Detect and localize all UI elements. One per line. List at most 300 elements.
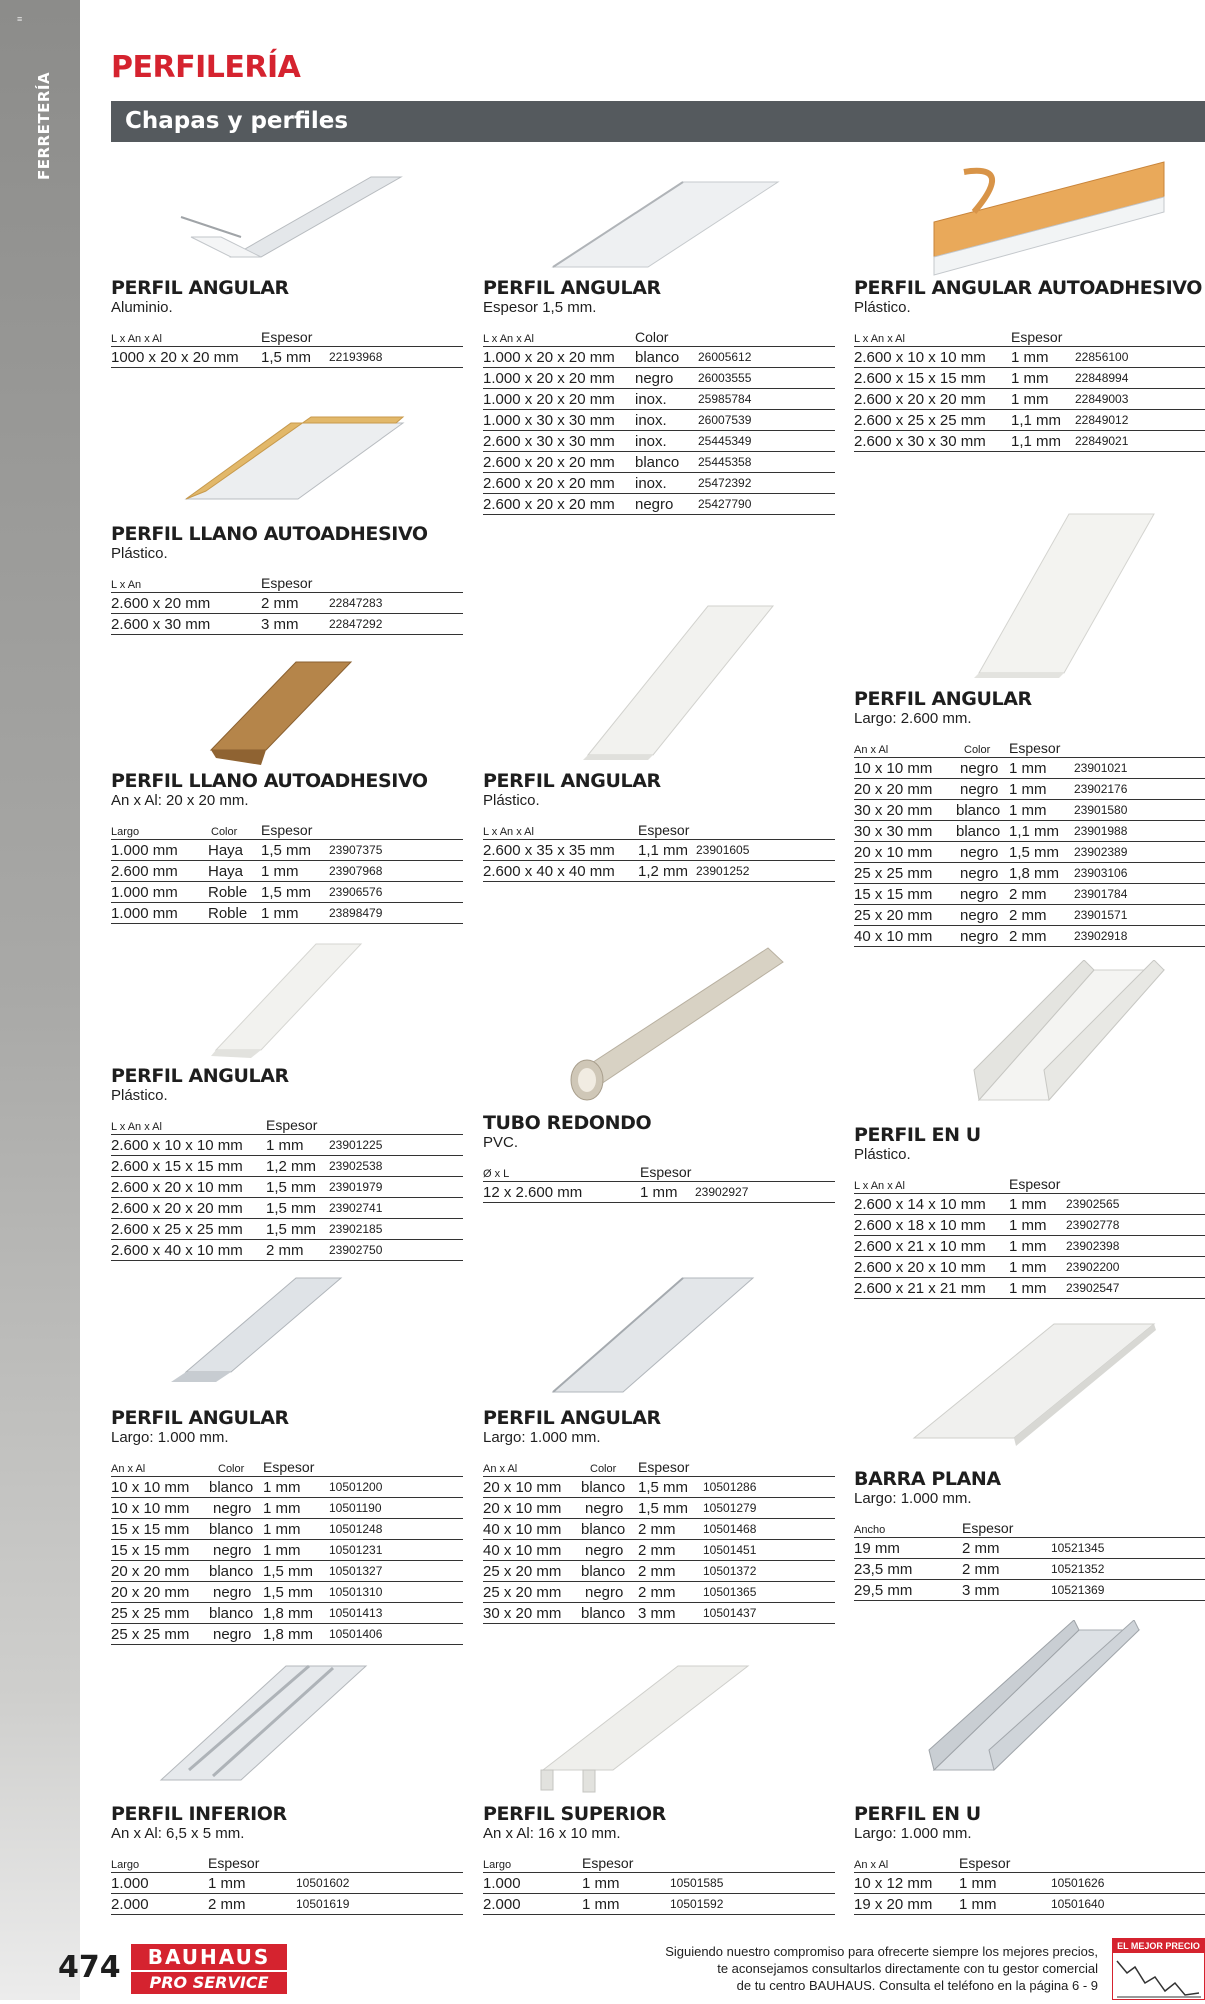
table-row [854,842,1205,863]
dims-cell: 1.000 x 20 x 20 mm [483,370,615,387]
ref-cell: 10501310 [329,1585,383,1599]
table-row [483,1182,835,1203]
espesor-cell: 1,5 mm [261,884,312,901]
ref-cell: 23902398 [1066,1239,1120,1253]
dims-cell: 2.600 x 40 x 40 mm [483,863,615,880]
product-name: PERFIL INFERIOR [111,1803,287,1825]
product-card [854,960,1205,1299]
product-name: PERFIL ANGULAR [111,1407,289,1429]
dims-cell: 29,5 mm [854,1582,913,1599]
ref-cell: 26003555 [698,371,752,385]
color-cell: blanco [209,1479,254,1496]
product-image [854,1318,1205,1468]
espesor-cell: 2 mm [962,1561,1000,1578]
ref-cell: 10501286 [703,1480,757,1494]
color-cell: blanco [956,823,1001,840]
notice-line: Siguiendo nuestro compromiso para ofrecerte siempre los mejores precios, [665,1944,1098,1959]
table-row [483,1873,835,1894]
dims-cell: 2.600 x 20 mm [111,595,211,612]
col-dims-header: An x Al [111,1463,146,1475]
product-name: PERFIL ANGULAR [111,277,289,299]
ref-cell: 10501406 [329,1627,383,1641]
dims-cell: 23,5 mm [854,1561,913,1578]
dims-cell: 2.600 x 25 x 25 mm [111,1221,243,1238]
product-subtitle: Plástico. [854,299,911,316]
dims-cell: 1.000 mm [111,842,178,859]
color-cell: negro [960,781,999,798]
product-name: PERFIL ANGULAR [854,688,1032,710]
table-row [483,840,835,861]
table-row [854,1194,1205,1215]
ref-cell: 23901252 [696,864,750,878]
espesor-cell: 2 mm [638,1584,676,1601]
ref-cell: 10501451 [703,1543,757,1557]
table-row [111,1135,463,1156]
col-dims-header: L x An x Al [111,1121,162,1133]
ref-cell: 23902741 [329,1201,383,1215]
espesor-cell: 1 mm [959,1875,997,1892]
dims-cell: 25 x 25 mm [111,1605,190,1622]
espesor-cell: 1,1 mm [638,842,689,859]
table-row [854,1257,1205,1278]
table-header [483,1854,835,1873]
ref-cell: 10501413 [329,1606,383,1620]
product-card [483,940,835,1203]
ref-cell: 10501592 [670,1897,724,1911]
product-subtitle: Plástico. [111,545,168,562]
dims-cell: 1.000 x 20 x 20 mm [483,349,615,366]
ref-cell: 25472392 [698,476,752,490]
section-header-label: Chapas y perfiles [125,108,349,134]
ref-cell: 26007539 [698,413,752,427]
table-row [854,905,1205,926]
col-espesor-header: Espesor [208,1855,260,1871]
col-espesor-header: Espesor [263,1459,315,1475]
ref-cell: 23902200 [1066,1260,1120,1274]
espesor-cell: 2 mm [208,1896,246,1913]
round-tube-icon [483,940,835,1112]
ref-cell: 23902565 [1066,1197,1120,1211]
col-espesor-header: Espesor [959,1855,1011,1871]
color-cell: Roble [208,905,248,922]
table-row [483,861,835,882]
espesor-cell: 1 mm [1009,1217,1047,1234]
product-subtitle: Espesor 1,5 mm. [483,299,597,316]
product-card [111,650,463,924]
espesor-cell: 1,8 mm [263,1605,314,1622]
color-cell: negro [213,1626,252,1643]
table-row [111,1477,463,1498]
table-row [483,347,835,368]
product-image [483,940,835,1112]
product-card [483,600,835,882]
color-cell: negro [960,907,999,924]
dims-cell: 25 x 20 mm [483,1563,562,1580]
table-row [854,1538,1205,1559]
ref-cell: 22847283 [329,596,383,610]
ref-cell: 23907968 [329,864,383,878]
col-espesor-header: Espesor [638,1459,690,1475]
dims-cell: 1000 x 20 x 20 mm [111,349,239,366]
color-cell: negro [213,1584,252,1601]
espesor-cell: 1 mm [263,1542,301,1559]
price-notice [560,1943,1098,1994]
espesor-cell: 1,5 mm [266,1179,317,1196]
col-color-header: Color [964,744,991,756]
dims-cell: 2.600 x 30 mm [111,616,211,633]
product-image [483,600,835,770]
color-cell: blanco [581,1605,626,1622]
dims-cell: 40 x 10 mm [483,1542,562,1559]
col-espesor-header: Espesor [261,329,313,345]
espesor-cell: 1 mm [1009,760,1047,777]
color-cell: negro [635,370,674,387]
dims-cell: 1.000 x 30 x 30 mm [483,412,615,429]
espesor-cell: 1,5 mm [638,1479,689,1496]
dims-cell: 15 x 15 mm [111,1521,190,1538]
product-name: PERFIL ANGULAR AUTOADHESIVO [854,277,1202,299]
table-row [111,1498,463,1519]
angle-profile-icon [854,508,1205,688]
dims-cell: 15 x 15 mm [111,1542,190,1559]
col-dims-header: L x An [111,579,142,591]
table-header [854,1175,1205,1194]
ref-cell: 10501602 [296,1876,350,1890]
color-cell: negro [960,928,999,945]
color-cell: Haya [208,842,244,859]
table-row [111,1198,463,1219]
espesor-cell: 1,5 mm [266,1221,317,1238]
espesor-cell: 2 mm [962,1540,1000,1557]
u-profile-icon [854,960,1205,1124]
table-row [854,821,1205,842]
col-dims-header: L x An x Al [854,1180,905,1192]
ref-cell: 23902185 [329,1222,383,1236]
table-row [483,389,835,410]
table-row [854,926,1205,947]
ref-cell: 10521352 [1051,1562,1105,1576]
wood-angle-profile-icon [111,650,463,770]
dims-cell: 2.600 x 15 x 15 mm [854,370,986,387]
table-header [111,821,463,840]
espesor-cell: 2 mm [1009,886,1047,903]
col-dims-header: L x An x Al [483,826,534,838]
table-row [483,494,835,515]
espesor-cell: 3 mm [638,1605,676,1622]
product-name: PERFIL ANGULAR [483,770,661,792]
dims-cell: 40 x 10 mm [854,928,933,945]
ref-cell: 23901784 [1074,887,1128,901]
dims-cell: 2.600 x 20 x 20 mm [111,1200,243,1217]
ref-cell: 10501626 [1051,1876,1105,1890]
product-subtitle: Largo: 1.000 mm. [483,1429,601,1446]
product-card [483,157,835,515]
table-row [111,861,463,882]
color-cell: blanco [209,1605,254,1622]
ref-cell: 25445349 [698,434,752,448]
product-name: PERFIL EN U [854,1803,981,1825]
table-row [483,1519,835,1540]
ref-cell: 10501585 [670,1876,724,1890]
espesor-cell: 1,5 mm [263,1563,314,1580]
espesor-cell: 1,1 mm [1011,412,1062,429]
dims-cell: 10 x 10 mm [111,1500,190,1517]
table-row [854,1278,1205,1299]
table-row [111,840,463,861]
color-cell: negro [213,1542,252,1559]
dims-cell: 15 x 15 mm [854,886,933,903]
product-image [854,508,1205,688]
dims-cell: 20 x 10 mm [483,1479,562,1496]
product-subtitle: An x Al: 20 x 20 mm. [111,792,249,809]
espesor-cell: 1 mm [1011,349,1049,366]
color-cell: blanco [209,1521,254,1538]
adhesive-strip-icon [111,413,463,523]
price-chart-icon [1113,1953,1204,1999]
color-cell: Roble [208,884,248,901]
product-subtitle: Largo: 2.600 mm. [854,710,972,727]
product-subtitle: Largo: 1.000 mm. [854,1490,972,1507]
product-subtitle: An x Al: 6,5 x 5 mm. [111,1825,245,1842]
table-header [111,574,463,593]
dims-cell: 25 x 20 mm [483,1584,562,1601]
espesor-cell: 1 mm [263,1500,301,1517]
aluminium-u-profile-icon [854,1620,1205,1803]
product-card [111,1660,463,1915]
table-row [111,903,463,924]
col-espesor-header: Espesor [1011,329,1063,345]
dims-cell: 2.600 x 20 x 10 mm [111,1179,243,1196]
dims-cell: 20 x 10 mm [483,1500,562,1517]
espesor-cell: 1,5 mm [1009,844,1060,861]
logo-brand: BAUHAUS [131,1944,287,1970]
dims-cell: 20 x 10 mm [854,844,933,861]
table-row [854,1580,1205,1601]
table-row [854,779,1205,800]
color-cell: blanco [956,802,1001,819]
sidebar-mark: ≡ [17,14,23,24]
product-card [854,508,1205,947]
track-profile-icon [111,1660,463,1803]
dims-cell: 2.600 x 20 x 20 mm [483,496,615,513]
espesor-cell: 1,2 mm [638,863,689,880]
espesor-cell: 2 mm [638,1563,676,1580]
product-image [111,157,463,277]
ref-cell: 10501190 [329,1501,382,1515]
dims-cell: 12 x 2.600 mm [483,1184,583,1201]
color-cell: negro [960,844,999,861]
table-row [483,1894,835,1915]
product-image [111,1660,463,1803]
table-row [111,614,463,635]
espesor-cell: 1 mm [1009,781,1047,798]
col-dims-header: Largo [483,1859,512,1871]
product-card [854,1318,1205,1601]
col-espesor-header: Espesor [261,575,313,591]
color-cell: blanco [581,1563,626,1580]
table-row [854,758,1205,779]
col-espesor-header: Espesor [962,1520,1014,1536]
col-dims-header: L x An x Al [483,333,534,345]
espesor-cell: 1 mm [1011,370,1049,387]
table-row [854,1215,1205,1236]
dims-cell: 2.600 x 14 x 10 mm [854,1196,986,1213]
aluminium-angle-profile-icon [483,1272,835,1407]
espesor-cell: 1 mm [1011,391,1049,408]
product-image [111,1272,463,1407]
product-image [483,1660,835,1803]
color-cell: inox. [635,412,667,429]
dims-cell: 20 x 20 mm [111,1563,190,1580]
color-cell: negro [960,865,999,882]
product-name: PERFIL LLANO AUTOADHESIVO [111,770,428,792]
table-header [483,1163,835,1182]
dims-cell: 30 x 20 mm [854,802,933,819]
dims-cell: 2.600 x 21 x 10 mm [854,1238,986,1255]
espesor-cell: 1,2 mm [266,1158,317,1175]
ref-cell: 23907375 [329,843,383,857]
espesor-cell: 1 mm [263,1479,301,1496]
ref-cell: 22848994 [1075,371,1129,385]
ref-cell: 25985784 [698,392,752,406]
espesor-cell: 1 mm [266,1137,304,1154]
ref-cell: 10501200 [329,1480,383,1494]
product-subtitle: Plástico. [483,792,540,809]
espesor-cell: 1,5 mm [266,1200,317,1217]
ref-cell: 10501327 [329,1564,383,1578]
espesor-cell: 2 mm [638,1542,676,1559]
table-row [854,347,1205,368]
track-profile-icon [483,1660,835,1803]
bauhaus-logo [131,1944,287,1994]
product-subtitle: Aluminio. [111,299,173,316]
espesor-cell: 1 mm [959,1896,997,1913]
color-cell: negro [960,760,999,777]
dims-cell: 2.600 x 20 x 20 mm [483,475,615,492]
angle-profile-icon [111,940,463,1065]
product-image [854,157,1205,277]
ref-cell: 25427790 [698,497,752,511]
dims-cell: 20 x 20 mm [854,781,933,798]
product-name: PERFIL EN U [854,1124,981,1146]
espesor-cell: 1 mm [1009,802,1047,819]
dims-cell: 2.000 [111,1896,149,1913]
table-row [111,1156,463,1177]
table-header [483,1458,835,1477]
dims-cell: 2.600 x 20 x 10 mm [854,1259,986,1276]
ref-cell: 10501640 [1051,1897,1105,1911]
table-row [483,368,835,389]
table-row [854,800,1205,821]
color-cell: negro [585,1500,624,1517]
adhesive-angle-profile-icon [854,157,1205,277]
color-cell: negro [635,496,674,513]
table-row [483,1603,835,1624]
ref-cell: 23902389 [1074,845,1128,859]
dims-cell: 25 x 25 mm [111,1626,190,1643]
table-header [111,1458,463,1477]
table-row [854,368,1205,389]
table-row [483,473,835,494]
notice-line: te aconsejamos consultarlos directamente con tu gestor comercial [717,1961,1098,1976]
product-card [483,1272,835,1624]
ref-cell: 23901021 [1074,761,1128,775]
notice-line: de tu centro BAUHAUS. Consulta el teléfono en la página 6 - 9 [736,1978,1098,1993]
espesor-cell: 1 mm [640,1184,678,1201]
table-row [854,410,1205,431]
dims-cell: 25 x 25 mm [854,865,933,882]
col-color-header: Color [211,826,238,838]
dims-cell: 2.600 x 10 x 10 mm [111,1137,243,1154]
table-row [483,431,835,452]
dims-cell: 2.600 x 18 x 10 mm [854,1217,986,1234]
product-subtitle: Plástico. [111,1087,168,1104]
ref-cell: 10501468 [703,1522,757,1536]
section-header [111,101,1205,142]
table-row [111,1177,463,1198]
dims-cell: 1.000 mm [111,884,178,901]
badge-label: EL MEJOR PRECIO [1113,1939,1204,1953]
col-dims-header: An x Al [854,1859,889,1871]
espesor-cell: 1 mm [261,905,299,922]
table-header [111,328,463,347]
table-row [854,1873,1205,1894]
table-header [483,821,835,840]
col-espesor-header: Espesor [638,822,690,838]
product-subtitle: Largo: 1.000 mm. [854,1825,972,1842]
espesor-cell: 1 mm [208,1875,246,1892]
product-name: PERFIL LLANO AUTOADHESIVO [111,523,428,545]
product-subtitle: PVC. [483,1134,519,1151]
dims-cell: 30 x 30 mm [854,823,933,840]
dims-cell: 25 x 20 mm [854,907,933,924]
table-row [854,863,1205,884]
ref-cell: 23898479 [329,906,383,920]
angle-profile-icon [111,157,463,277]
product-card [854,157,1205,452]
color-cell: negro [960,886,999,903]
col-espesor-header: Espesor [1009,1176,1061,1192]
ref-cell: 10521345 [1051,1541,1105,1555]
color-cell: Haya [208,863,244,880]
product-name: PERFIL ANGULAR [111,1065,289,1087]
espesor-cell: 1 mm [261,863,299,880]
espesor-cell: 1,1 mm [1011,433,1062,450]
table-row [111,1894,463,1915]
color-cell: blanco [581,1479,626,1496]
dims-cell: 10 x 10 mm [111,1479,190,1496]
product-card [111,940,463,1261]
col-dims-header: L x An x Al [854,333,905,345]
dims-cell: 40 x 10 mm [483,1521,562,1538]
product-image [483,157,835,277]
espesor-cell: 1,5 mm [261,842,312,859]
ref-cell: 23903106 [1074,866,1128,880]
product-card [854,1620,1205,1915]
dims-cell: 2.000 [483,1896,521,1913]
table-header [111,1854,463,1873]
espesor-cell: 1 mm [582,1896,620,1913]
color-cell: blanco [209,1563,254,1580]
espesor-cell: 1,5 mm [263,1584,314,1601]
ref-cell: 22847292 [329,617,383,631]
product-card [483,1660,835,1915]
dims-cell: 19 x 20 mm [854,1896,933,1913]
dims-cell: 2.600 mm [111,863,178,880]
col-color-header: Color [590,1463,617,1475]
ref-cell: 23901225 [329,1138,383,1152]
espesor-cell: 1 mm [1009,1280,1047,1297]
